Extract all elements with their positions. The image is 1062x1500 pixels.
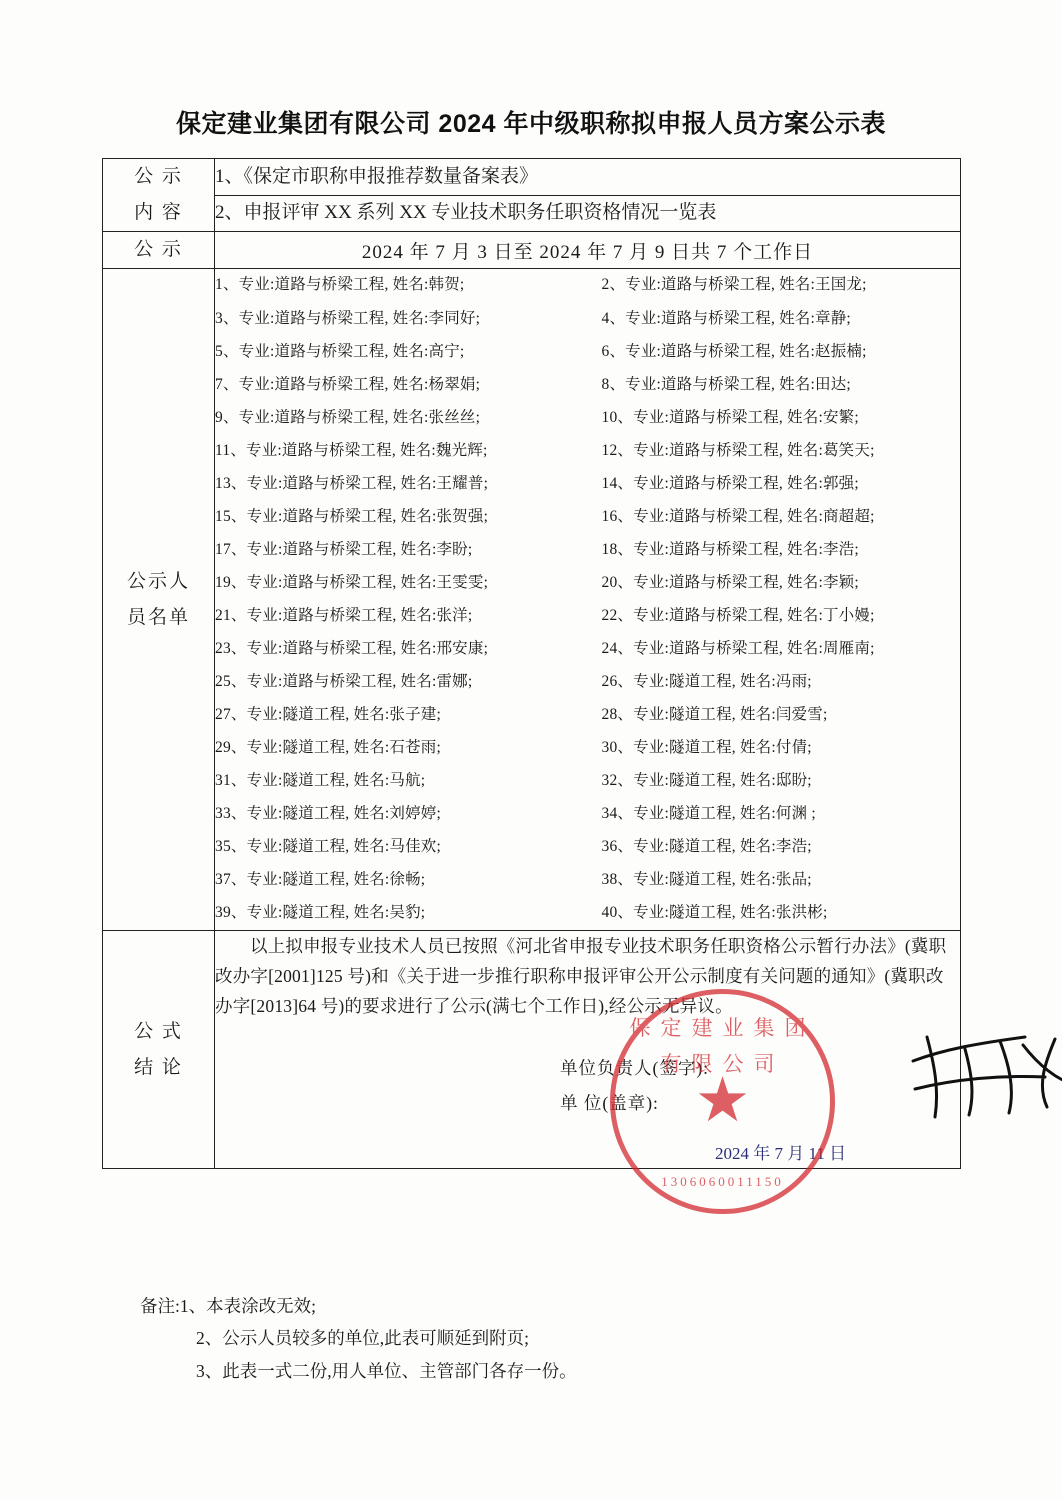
personnel-row [215, 897, 960, 930]
personnel-row [215, 567, 960, 600]
row-label-conclusion-line2: 结 论 [134, 1056, 183, 1078]
personnel-row [215, 401, 960, 434]
personnel-entry: 21、专业:道路与桥梁工程, 姓名:张洋; [215, 606, 473, 624]
table-row-content-2 [103, 195, 961, 232]
personnel-row [215, 501, 960, 534]
publicity-table [102, 158, 961, 1189]
conclusion-text: 以上拟申报专业技术人员已按照《河北省申报专业技术职务任职资格公示暂行办法》(冀职改办字[2001]125 号)和《关于进一步推行职称申报评审公开公示制度有关问题的通知》(冀职改办字[2013]64 号)的要求进行了公示(满七个工作日),经公示无异议。 [215, 935, 947, 1017]
row-label-content [103, 159, 215, 232]
personnel-row [215, 699, 960, 732]
handwritten-date: 2024 年 7 月 11 日 [715, 1144, 847, 1164]
personnel-row [215, 467, 960, 500]
table-row-name-list [103, 269, 961, 931]
personnel-entry: 27、专业:隧道工程, 姓名:张子建; [215, 705, 441, 723]
personnel-entry: 39、专业:隧道工程, 姓名:吴豹; [215, 904, 426, 922]
personnel-row [215, 368, 960, 401]
seal-bottom-text: 1306060011150 [661, 1173, 784, 1189]
personnel-entry: 34、专业:隧道工程, 姓名:何渊 ; [601, 804, 816, 822]
personnel-list [215, 269, 961, 931]
personnel-row [215, 269, 960, 302]
personnel-entry: 30、专业:隧道工程, 姓名:付倩; [601, 738, 812, 756]
personnel-entry: 9、专业:道路与桥梁工程, 姓名:张丝丝; [215, 408, 481, 426]
personnel-entry: 20、专业:道路与桥梁工程, 姓名:李颖; [601, 573, 859, 591]
personnel-entry: 26、专业:隧道工程, 姓名:冯雨; [601, 672, 812, 690]
personnel-entry: 22、专业:道路与桥梁工程, 姓名:丁小嫚; [601, 606, 875, 624]
personnel-entry: 11、专业:道路与桥梁工程, 姓名:魏光辉; [215, 441, 488, 459]
personnel-entry: 38、专业:隧道工程, 姓名:张品; [601, 871, 812, 889]
personnel-entry: 4、专业:道路与桥梁工程, 姓名:章静; [601, 309, 851, 327]
personnel-entry: 37、专业:隧道工程, 姓名:徐畅; [215, 871, 426, 889]
signature-block [215, 1051, 960, 1121]
notes-line-1 [140, 1290, 960, 1322]
personnel-row [215, 633, 960, 666]
personnel-entry: 3、专业:道路与桥梁工程, 姓名:李同好; [215, 309, 481, 327]
personnel-entry: 36、专业:隧道工程, 姓名:李浩; [601, 838, 812, 855]
notes-item-2: 2、公示人员较多的单位,此表可顺延到附页; [196, 1328, 529, 1349]
personnel-entry: 29、专业:隧道工程, 姓名:石苍雨; [215, 738, 441, 756]
personnel-entry: 19、专业:道路与桥梁工程, 姓名:王雯雯; [215, 573, 489, 591]
personnel-row [215, 732, 960, 765]
personnel-row [215, 864, 960, 897]
notes-item-3: 3、此表一式二份,用人单位、主管部门各存一份。 [196, 1360, 577, 1381]
table-row-period [103, 232, 961, 269]
personnel-entry: 7、专业:道路与桥梁工程, 姓名:杨翠娟; [215, 375, 481, 393]
row-label-name-list [103, 269, 215, 931]
personnel-row [215, 600, 960, 633]
personnel-row [215, 302, 960, 335]
seal-top-text: 保定建业集团有限公司 [629, 1015, 816, 1077]
personnel-row [215, 798, 960, 831]
personnel-entry: 31、专业:隧道工程, 姓名:马航; [215, 771, 426, 789]
personnel-entry: 2、专业:道路与桥梁工程, 姓名:王国龙; [601, 276, 867, 294]
personnel-entry: 13、专业:道路与桥梁工程, 姓名:王耀普; [215, 474, 489, 492]
row-label-name-list-line2: 员名单 [126, 606, 190, 628]
personnel-entry: 15、专业:道路与桥梁工程, 姓名:张贺强; [215, 507, 489, 525]
personnel-entry: 10、专业:道路与桥梁工程, 姓名:安繁; [601, 408, 859, 426]
signer-line: 单位负责人(签字): [560, 1058, 710, 1079]
personnel-entry: 33、专业:隧道工程, 姓名:刘婷婷; [215, 804, 441, 822]
row-label-name-list-line1: 公示人 [126, 570, 190, 592]
row-label-period: 公 示 [103, 232, 215, 269]
personnel-entry: 6、专业:道路与桥梁工程, 姓名:赵振楠; [601, 342, 867, 360]
row-label-content-line2: 内 容 [134, 202, 183, 224]
personnel-entry: 8、专业:道路与桥梁工程, 姓名:田达; [601, 375, 851, 393]
personnel-entry: 12、专业:道路与桥梁工程, 姓名:葛笑天; [601, 441, 875, 459]
personnel-row [215, 534, 960, 567]
personnel-row [215, 335, 960, 368]
personnel-entry: 25、专业:道路与桥梁工程, 姓名:雷娜; [215, 672, 473, 690]
content-item-1: 1、《保定市职称申报推荐数量备案表》 [215, 159, 961, 196]
personnel-entry: 1、专业:道路与桥梁工程, 姓名:韩贺; [215, 276, 465, 294]
personnel-entry: 5、专业:道路与桥梁工程, 姓名:高宁; [215, 342, 465, 360]
personnel-entry: 17、专业:道路与桥梁工程, 姓名:李盼; [215, 540, 473, 558]
personnel-row [215, 666, 960, 699]
table-row-conclusion [103, 930, 961, 1169]
personnel-row [215, 765, 960, 798]
personnel-entry: 35、专业:隧道工程, 姓名:马佳欢; [215, 838, 441, 855]
personnel-entry: 28、专业:隧道工程, 姓名:闫爱雪; [601, 705, 828, 723]
personnel-entry: 14、专业:道路与桥梁工程, 姓名:郭强; [601, 474, 859, 492]
row-label-content-line1: 公 示 [134, 166, 183, 187]
personnel-entry: 24、专业:道路与桥梁工程, 姓名:周雁南; [601, 639, 875, 657]
conclusion-cell [215, 930, 961, 1189]
personnel-row [215, 831, 960, 864]
table-row-content-1 [103, 159, 961, 196]
publicity-period-value: 2024 年 7 月 3 日至 2024 年 7 月 9 日共 7 个工作日 [215, 232, 961, 269]
personnel-entry: 18、专业:道路与桥梁工程, 姓名:李浩; [601, 540, 859, 558]
personnel-row [215, 434, 960, 467]
row-label-conclusion-line1: 公 式 [134, 1020, 183, 1042]
personnel-entry: 16、专业:道路与桥梁工程, 姓名:商超超; [601, 507, 875, 525]
notes-item-1: 1、本表涂改无效; [179, 1296, 316, 1316]
content-item-2: 2、申报评审 XX 系列 XX 专业技术职务任职资格情况一览表 [215, 195, 961, 232]
personnel-entry: 40、专业:隧道工程, 姓名:张洪彬; [601, 904, 828, 922]
personnel-entry: 32、专业:隧道工程, 姓名:邸盼; [601, 771, 812, 789]
footer-notes [140, 1290, 960, 1387]
page-title: 保定建业集团有限公司 2024 年中级职称拟申报人员方案公示表 [175, 110, 886, 138]
personnel-entry: 23、专业:道路与桥梁工程, 姓名:邢安康; [215, 639, 489, 657]
notes-prefix: 备注: [140, 1296, 180, 1316]
row-label-conclusion [103, 930, 215, 1169]
unit-line: 单 位(盖章): [560, 1093, 659, 1114]
seal-star-icon: ★ [694, 1067, 751, 1136]
